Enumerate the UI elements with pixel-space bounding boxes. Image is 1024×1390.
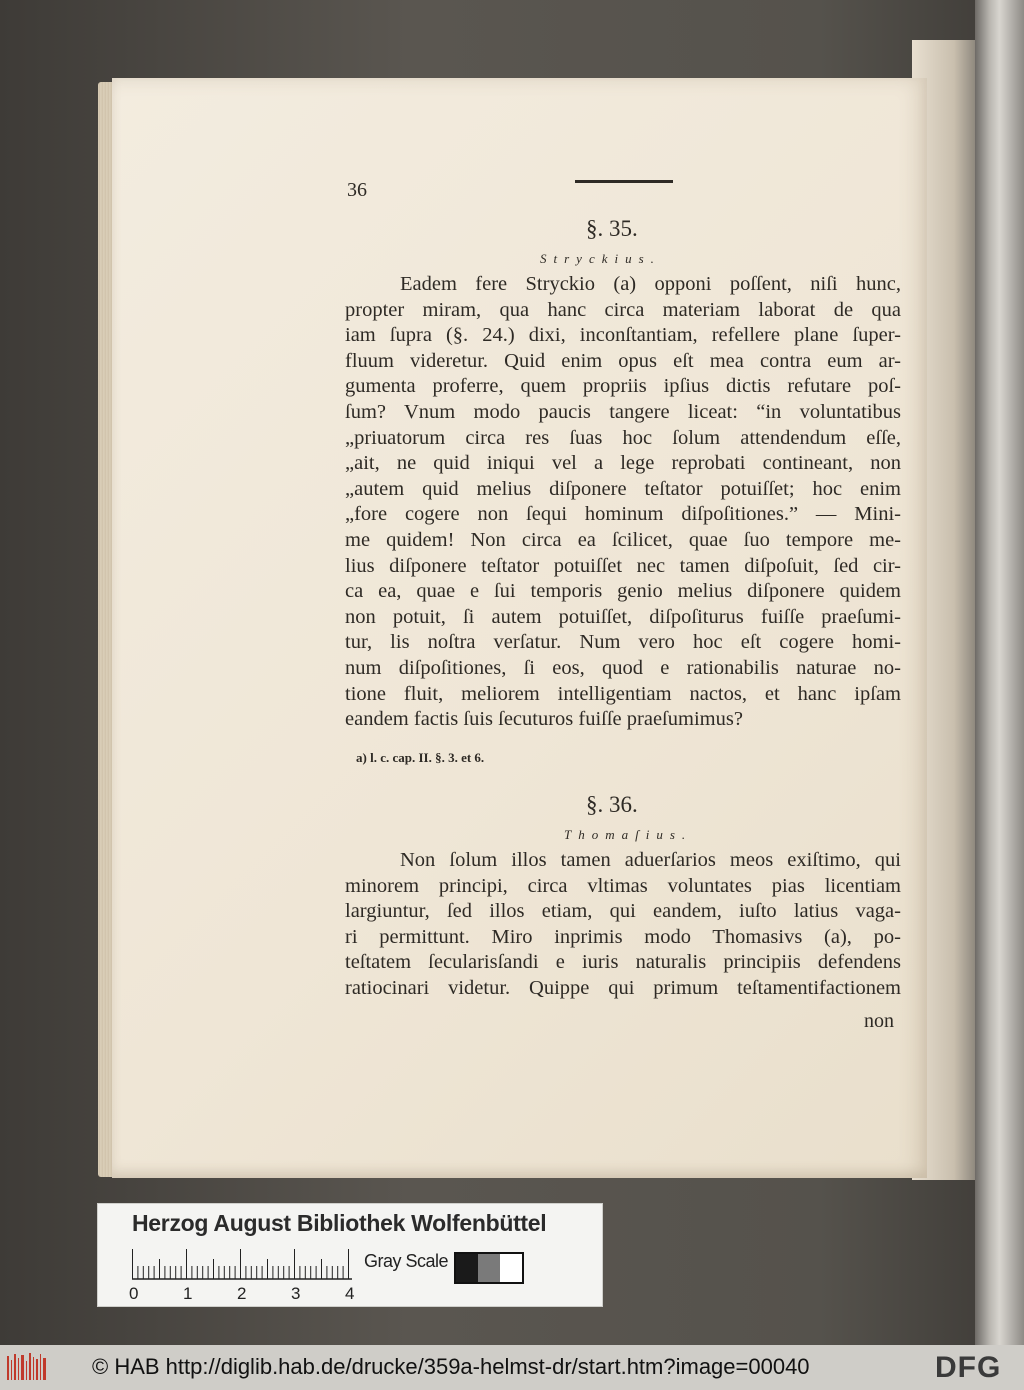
section-35-paragraph bbox=[345, 272, 901, 733]
section-35-subtitle: Stryckius. bbox=[540, 251, 661, 266]
text-line: „priuatorum circa res ſuas hoc ſolum attendendum eſſe, bbox=[345, 426, 901, 449]
text-line: „fore cogere non ſequi hominum diſpoſitiones.” — Mini- bbox=[345, 503, 901, 526]
gray-scale-swatch bbox=[454, 1252, 524, 1284]
scale-label: 3 bbox=[291, 1284, 301, 1303]
footer-link[interactable]: © HAB http://diglib.hab.de/drucke/359a-helmst-dr/start.htm?image=00040 bbox=[92, 1354, 810, 1379]
text-line: ri permittunt. Miro inprimis modo Thomasivs (a), po- bbox=[345, 925, 901, 948]
scanner-edge bbox=[975, 0, 1024, 1345]
text-line: ratiocinari videtur. Quippe qui primum teſtamentifactionem bbox=[345, 976, 901, 999]
section-36-number: §. 36. bbox=[586, 792, 638, 817]
dfg-logo: DFG bbox=[935, 1351, 1002, 1384]
library-name: Herzog August Bibliothek Wolfenbüttel bbox=[132, 1210, 547, 1236]
header-rule bbox=[575, 180, 673, 183]
text-line: tur, lis noſtra verſatur. Num vero hoc eſt cogere homi- bbox=[345, 631, 901, 654]
section-36-subtitle: Thomaſius. bbox=[564, 827, 693, 842]
text-line: ca ea, quae e ſui temporis genio melius diſponere quidem bbox=[345, 580, 901, 603]
text-line: num diſpoſitiones, ſi eos, quod e rationabilis naturae no- bbox=[345, 656, 901, 679]
text-line: eandem factis ſuis ſecuturos fuiſſe praeſumimus? bbox=[345, 708, 743, 731]
text-line: largiuntur, ſed illos etiam, qui eandem, iuſto latius vaga- bbox=[345, 900, 901, 923]
book-page bbox=[112, 78, 927, 1178]
text-line: iam ſupra (§. 24.) dixi, inconſtantiam, refellere plane ſuper- bbox=[345, 324, 901, 347]
text-line: ſum? Vnum modo paucis tangere liceat: “in voluntatibus bbox=[345, 400, 901, 423]
text-line: Non ſolum illos tamen aduerſarios meos exiſtimo, qui bbox=[400, 849, 901, 871]
gray-patch-dark bbox=[456, 1254, 478, 1282]
barcode-icon bbox=[6, 1352, 48, 1382]
scale-ruler bbox=[132, 1248, 352, 1280]
text-line: non potuit, ſi autem potuiſſet, diſpoſiturus fuiſſe praeſumi- bbox=[345, 605, 901, 628]
text-line: Eadem fere Stryckio (a) opponi poſſent, niſi hunc, bbox=[400, 273, 901, 295]
text-line: propter miram, qua hanc circa materiam laborat de qua bbox=[345, 298, 901, 321]
text-line: „autem quid melius diſponere teſtator potuiſſet; hoc enim bbox=[345, 477, 901, 500]
text-line: fluum videretur. Quid enim opus eſt mea contra eum ar- bbox=[345, 349, 901, 372]
scale-label: 1 bbox=[183, 1284, 193, 1303]
text-line: tione fluit, meliorem intelligentiam nactos, et hanc ipſam bbox=[345, 682, 901, 705]
gray-patch-white bbox=[500, 1254, 522, 1282]
scale-label: 4 bbox=[345, 1284, 355, 1303]
library-color-strip bbox=[97, 1203, 603, 1307]
page-number: 36 bbox=[347, 179, 367, 201]
gray-scale-label: Gray Scale bbox=[364, 1251, 449, 1271]
scale-label: 0 bbox=[129, 1284, 139, 1303]
viewer-footer bbox=[0, 1345, 1024, 1390]
text-line: minorem principi, circa vltimas voluntates pias licentiam bbox=[345, 874, 901, 897]
scale-label: 2 bbox=[237, 1284, 247, 1303]
text-line: gumenta proferre, quem propriis ipſius dictis refutare poſ- bbox=[345, 375, 901, 398]
text-line: teſtatem ſecularisſandi e iuris naturalis principiis defendens bbox=[345, 951, 901, 974]
text-line: lius diſponere teſtator potuiſſet nec tamen diſpoſuit, ſed cir- bbox=[345, 554, 901, 577]
section-35-number: §. 35. bbox=[586, 216, 638, 241]
catchword: non bbox=[864, 1010, 894, 1032]
gray-patch-mid bbox=[478, 1254, 500, 1282]
footnote: a) l. c. cap. II. §. 3. et 6. bbox=[356, 750, 485, 765]
text-line: „ait, ne quid iniqui vel a lege reprobati contineant, non bbox=[345, 452, 901, 475]
section-36-paragraph bbox=[345, 848, 901, 1002]
text-line: me quidem! Non circa ea ſcilicet, quae ſuo tempore me- bbox=[345, 528, 901, 551]
